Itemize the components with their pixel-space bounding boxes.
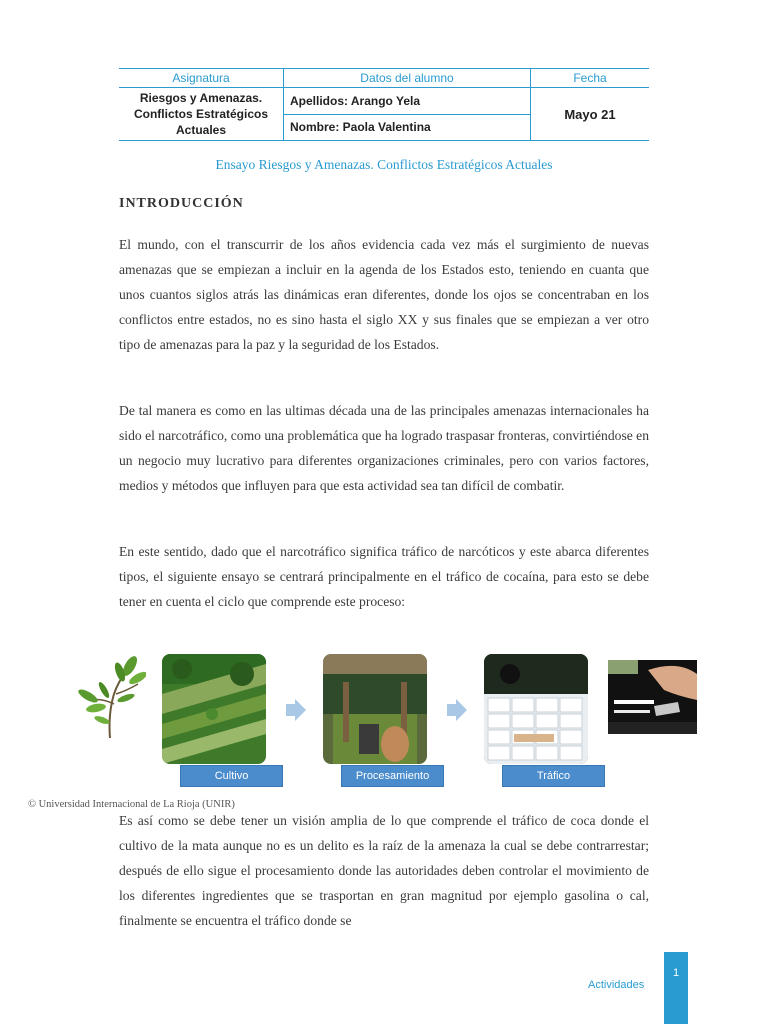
stage-label-trafficking: Tráfico	[502, 765, 605, 787]
header-col-student: Datos del alumno	[284, 69, 531, 88]
surnames-cell: Apellidos: Arango Yela	[284, 88, 531, 115]
header-col-subject: Asignatura	[119, 69, 284, 88]
stage-label-processing: Procesamiento	[341, 765, 444, 787]
cocaine-image	[608, 660, 697, 734]
name-cell: Nombre: Paola Valentina	[284, 114, 531, 141]
header-table	[119, 68, 649, 141]
subject-cell: Riesgos y Amenazas. Conflictos Estratégicos Actuales	[119, 88, 284, 141]
paragraph-1: El mundo, con el transcurrir de los años evidencia cada vez más el surgimiento de nuevas amenazas que se empiezan a incluir en la agenda de los Estados esto, teniendo en cuanta que unos cuantos siglos atrás las dinámicas eran diferentes, donde los ojos se concentraban en los conflictos entre estados, no es sino hasta el siglo XX y sus finales que se empiezan a ver otro tipo de amenazas para la paz y la seguridad de los Estados.	[119, 237, 649, 352]
arrow-right-icon	[456, 699, 467, 721]
paragraph-3: En este sentido, dado que el narcotráfico significa tráfico de narcóticos y este abarca diferentes tipos, el siguiente ensayo se centrará principalmente en el tráfico de cocaína, para esto se debe tener en cuenta el ciclo que comprende este proceso:	[119, 544, 649, 609]
essay-title: Ensayo Riesgos y Amenazas. Conflictos Estratégicos Actuales	[215, 157, 553, 172]
section-heading: INTRODUCCIÓN	[119, 196, 244, 211]
paragraph-2: De tal manera es como en las ultimas década una de las principales amenazas internacionales ha sido el narcotráfico, como una problemática que ha logrado traspasar fronteras, convirtiéndose en un negocio muy lucrativo para diferentes organizaciones criminales, pero con varios factores, medios y métodos que influyen para que esta actividad sea tan difícil de combatir.	[119, 403, 649, 493]
coca-plant-image	[74, 654, 146, 740]
paragraph-4: Es así como se debe tener un visión amplia de lo que comprende el tráfico de coca donde el cultivo de la mata aunque no es un delito es la raíz de la amenaza la cual se debe contrarrestar; después de ello sigue el procesamiento donde las autoridades deben controlar el movimiento de los diferentes ingredientes que se trasportan en gran magnitud por ejemplo gasolina o cal, finalmente se encuentra el tráfico donde se	[119, 813, 649, 928]
header-col-date: Fecha	[531, 69, 650, 88]
stage-label-cultivation: Cultivo	[180, 765, 283, 787]
page-number-tab	[664, 952, 688, 1024]
arrow-shaft-1	[286, 704, 295, 716]
arrow-shaft-2	[447, 704, 456, 716]
date-cell: Mayo 21	[531, 88, 650, 141]
trafficking-image	[484, 654, 588, 764]
footer-label: Actividades	[588, 979, 645, 991]
arrow-right-icon	[295, 699, 306, 721]
processing-image	[323, 654, 427, 764]
copyright: © Universidad Internacional de La Rioja (UNIR)	[28, 799, 235, 810]
page-number: 1	[672, 967, 680, 979]
cultivation-image	[162, 654, 266, 764]
